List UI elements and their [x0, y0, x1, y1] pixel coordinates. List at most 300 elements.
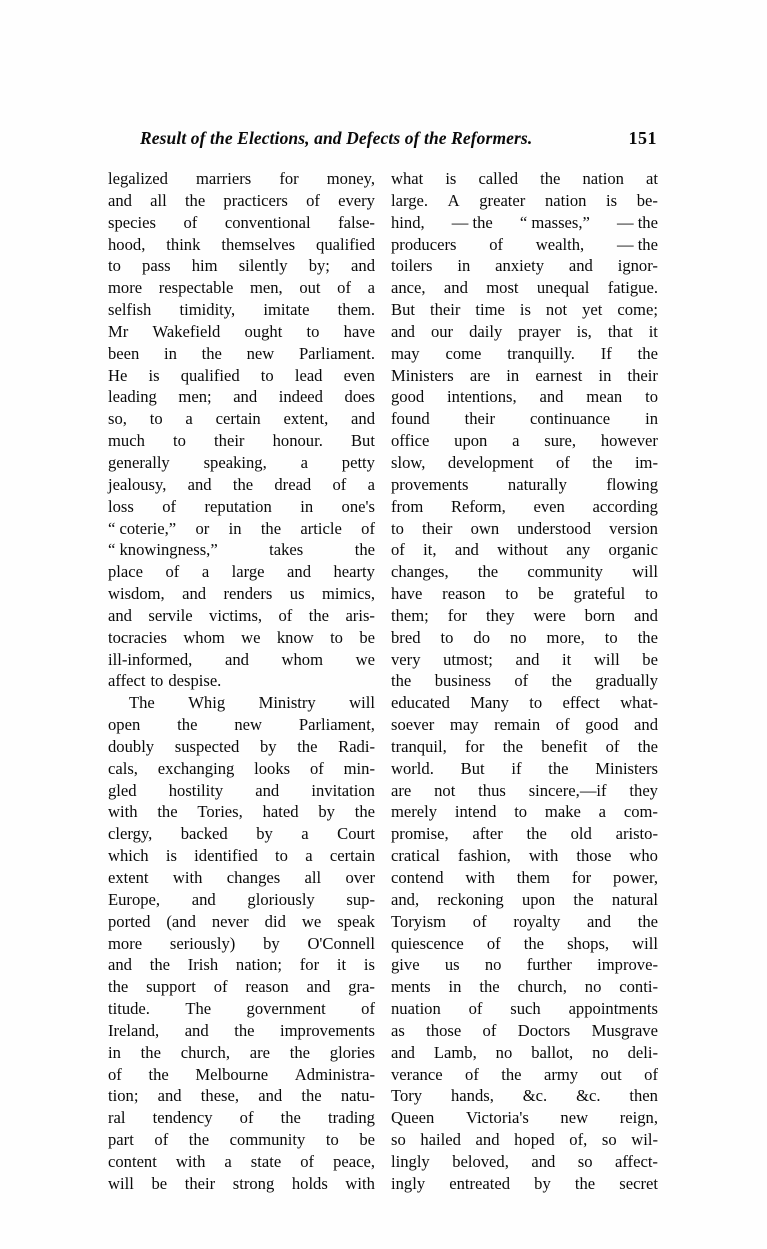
- text-word: qualified: [316, 234, 375, 254]
- page-number: 151: [628, 128, 657, 148]
- text-word: of,: [569, 1130, 588, 1150]
- text-line: [391, 1107, 658, 1129]
- text-word: leading: [108, 387, 157, 407]
- text-word: extent,: [283, 409, 329, 429]
- text-word: Musgrave: [591, 1020, 658, 1040]
- text-word: promise,: [391, 824, 449, 844]
- text-word: for: [299, 955, 320, 975]
- text-word: verance: [391, 1064, 443, 1084]
- text-word: exchanging: [157, 758, 235, 778]
- text-word: by: [263, 933, 280, 953]
- text-word: have: [391, 584, 423, 604]
- text-word: it: [648, 321, 658, 341]
- text-line: [108, 583, 375, 605]
- text-line: [391, 1042, 658, 1064]
- text-word: what: [391, 169, 424, 188]
- text-word: money,: [326, 169, 375, 188]
- text-word: community: [527, 562, 603, 582]
- text-word: a: [367, 474, 375, 494]
- text-word: He: [108, 365, 128, 385]
- text-word: the: [280, 1108, 301, 1128]
- text-word: certain: [215, 409, 261, 429]
- text-word: But: [391, 300, 415, 320]
- text-word: contend: [391, 868, 444, 887]
- text-line: [391, 758, 658, 780]
- text-word: the: [148, 1064, 169, 1084]
- text-word: of: [165, 562, 180, 582]
- text-word: be: [538, 584, 554, 604]
- text-word: out: [299, 278, 321, 298]
- text-line: [391, 1064, 658, 1086]
- text-word: be: [151, 1173, 168, 1193]
- text-word: Ministry: [258, 693, 316, 713]
- text-line: [108, 670, 375, 692]
- text-word: and,: [391, 889, 420, 909]
- text-word: aris-: [345, 605, 375, 625]
- text-word: will: [632, 933, 658, 953]
- text-word: church,: [180, 1042, 230, 1062]
- text-word: O'Connell: [307, 933, 375, 953]
- text-word: reckoning: [437, 889, 504, 909]
- text-word: conventional: [224, 212, 311, 232]
- text-word: will: [593, 649, 620, 669]
- text-word: speaking,: [203, 452, 267, 472]
- text-word: servile: [148, 605, 193, 625]
- text-word: generally: [108, 452, 170, 472]
- text-word: born: [584, 605, 616, 625]
- text-line: [108, 518, 375, 540]
- text-word: to: [260, 365, 274, 385]
- text-word: then: [629, 1086, 658, 1106]
- text-word: article: [300, 518, 342, 538]
- text-word: Ireland,: [108, 1020, 160, 1040]
- text-line: [391, 605, 658, 627]
- text-word: the: [391, 671, 412, 691]
- text-word: merely: [391, 802, 438, 822]
- text-word: and: [634, 715, 658, 735]
- text-word: benefit: [541, 736, 588, 756]
- text-word: for: [447, 605, 468, 625]
- text-word: new: [560, 1108, 589, 1128]
- text-word: their: [422, 518, 453, 538]
- text-word: Doctors: [517, 1020, 571, 1040]
- text-word: the: [551, 671, 572, 691]
- text-word: grateful: [573, 584, 626, 604]
- text-word: or: [195, 518, 210, 538]
- text-word: over: [345, 868, 375, 887]
- text-word: and: [191, 889, 216, 909]
- text-line: [108, 1020, 375, 1042]
- text-word: of: [605, 736, 620, 756]
- text-word: of: [332, 474, 347, 494]
- text-word: the: [108, 977, 129, 997]
- text-word: men,: [249, 278, 283, 298]
- text-word: the: [574, 1173, 596, 1193]
- text-line: [108, 911, 375, 933]
- text-word: nuation: [391, 999, 441, 1019]
- text-word: which: [108, 846, 149, 866]
- text-word: called: [478, 169, 519, 188]
- text-word: backed: [180, 824, 228, 844]
- text-word: Tories,: [197, 802, 243, 822]
- text-word: marriers: [195, 169, 252, 188]
- text-word: the: [201, 343, 222, 363]
- text-word: nation: [544, 190, 587, 210]
- text-word: will: [108, 1173, 134, 1193]
- text-word: the: [232, 474, 254, 494]
- text-word: — the: [616, 234, 658, 254]
- text-word: sincere,—if: [528, 780, 607, 800]
- text-word: mimics,: [321, 584, 375, 604]
- text-word: holds: [291, 1173, 328, 1193]
- text-word: their: [184, 1173, 216, 1193]
- text-line: [391, 692, 658, 714]
- text-word: know: [276, 627, 314, 647]
- text-word: have: [343, 321, 375, 341]
- text-word: do: [473, 627, 490, 647]
- text-word: and: [391, 1042, 415, 1062]
- text-word: large.: [391, 190, 429, 210]
- right-column: [391, 168, 658, 1195]
- text-word: understood: [517, 518, 591, 538]
- text-word: give: [391, 955, 420, 975]
- text-line: [391, 561, 658, 583]
- text-word: more: [108, 278, 143, 298]
- text-word: who: [629, 846, 658, 866]
- text-line: [108, 649, 375, 671]
- text-word: a: [185, 409, 193, 429]
- text-word: glories: [329, 1042, 375, 1062]
- text-word: of: [555, 715, 570, 735]
- text-word: the: [297, 736, 318, 756]
- text-word: those: [576, 846, 612, 866]
- text-line: [391, 1173, 658, 1195]
- text-word: loss: [108, 496, 134, 516]
- text-word: tendency: [152, 1108, 213, 1128]
- text-word: If: [600, 343, 612, 363]
- text-word: come;: [617, 300, 658, 320]
- text-word: honour.: [272, 431, 323, 451]
- left-column: [108, 168, 375, 1195]
- text-word: Whig: [188, 693, 226, 713]
- text-word: very: [391, 649, 421, 669]
- text-word: Reform,: [450, 496, 506, 516]
- text-line: [108, 277, 375, 299]
- text-word: suspected: [174, 736, 240, 756]
- text-line: [108, 627, 375, 649]
- text-word: however: [600, 431, 658, 451]
- text-word: hearty: [333, 562, 375, 582]
- text-word: Administra-: [294, 1064, 375, 1084]
- text-word: Ministers: [391, 365, 454, 385]
- text-word: it,: [423, 540, 437, 560]
- text-word: the: [477, 562, 499, 582]
- text-word: they: [486, 605, 515, 625]
- text-line: [391, 1085, 658, 1107]
- text-line: [108, 234, 375, 256]
- text-word: trading: [327, 1108, 375, 1128]
- text-word: community: [229, 1130, 306, 1150]
- text-word: without: [497, 540, 548, 560]
- text-word: to: [325, 1130, 339, 1150]
- text-line: [391, 845, 658, 867]
- text-word: the: [479, 977, 500, 997]
- text-word: effect: [562, 693, 600, 713]
- text-word: in: [448, 977, 462, 997]
- text-word: a: [598, 802, 607, 822]
- text-word: in: [300, 496, 314, 516]
- text-word: every: [338, 190, 375, 210]
- text-word: — the: [451, 212, 493, 232]
- text-line: [391, 234, 658, 256]
- text-word: a: [367, 278, 375, 298]
- text-line: [108, 190, 375, 212]
- text-word: and: [182, 584, 207, 604]
- text-word: changes,: [391, 562, 449, 582]
- text-word: him: [191, 256, 218, 276]
- text-word: out: [600, 1064, 622, 1084]
- text-word: aristo-: [615, 824, 658, 844]
- text-word: will: [349, 693, 375, 713]
- text-word: is: [606, 190, 618, 210]
- text-word: (and: [166, 911, 196, 931]
- text-word: and: [351, 256, 375, 276]
- text-word: royalty: [513, 911, 561, 931]
- text-word: Toryism: [391, 911, 447, 931]
- text-line: [108, 321, 375, 343]
- text-word: beloved,: [452, 1151, 509, 1171]
- text-word: more: [108, 933, 143, 953]
- text-line: [108, 1173, 375, 1195]
- text-word: and: [475, 1130, 500, 1150]
- text-word: does: [344, 387, 375, 407]
- text-word: of: [213, 977, 228, 997]
- text-word: not: [545, 300, 568, 320]
- text-word: own: [470, 518, 500, 538]
- text-word: we: [241, 627, 261, 647]
- text-word: tranquil,: [391, 736, 447, 756]
- text-word: much: [108, 431, 145, 451]
- text-word: support: [146, 977, 196, 997]
- text-word: been: [108, 343, 140, 363]
- text-word: at: [645, 169, 658, 188]
- text-line: [108, 212, 375, 234]
- text-word: world.: [391, 758, 434, 778]
- text-word: im-: [634, 452, 658, 472]
- text-line: [391, 408, 658, 430]
- text-word: open: [108, 715, 141, 735]
- text-word: speak: [337, 911, 375, 931]
- text-line: [108, 430, 375, 452]
- text-line: [391, 321, 658, 343]
- text-word: affect-: [614, 1151, 658, 1171]
- text-word: is: [165, 846, 177, 866]
- text-word: titude.: [108, 999, 150, 1019]
- text-word: gloriously: [247, 889, 315, 909]
- text-word: toilers: [391, 256, 433, 276]
- text-word: for: [279, 169, 299, 188]
- text-word: the: [301, 1086, 322, 1106]
- text-line: [108, 714, 375, 736]
- text-line: [391, 801, 658, 823]
- text-word: any: [566, 540, 591, 560]
- text-word: of: [468, 999, 483, 1019]
- text-word: “ coterie,”: [108, 518, 177, 538]
- text-word: is: [445, 169, 457, 188]
- text-line: [108, 736, 375, 758]
- text-line: [108, 801, 375, 823]
- text-word: new: [234, 715, 263, 735]
- text-word: their: [464, 409, 496, 429]
- text-line: [108, 408, 375, 430]
- text-word: improve-: [597, 955, 658, 975]
- text-word: natural: [611, 889, 658, 909]
- text-word: the: [637, 911, 658, 931]
- text-word: provements: [391, 474, 469, 494]
- text-word: and: [258, 1086, 283, 1106]
- text-word: hated: [262, 802, 299, 822]
- text-word: deli-: [627, 1042, 658, 1062]
- text-word: government: [246, 999, 326, 1019]
- text-word: the: [140, 1042, 161, 1062]
- text-word: mean: [586, 387, 623, 407]
- text-word: as: [391, 1020, 405, 1040]
- text-word: come: [445, 343, 482, 363]
- text-word: indeed: [278, 387, 323, 407]
- text-word: of: [482, 1020, 497, 1040]
- text-word: and: [184, 1020, 209, 1040]
- text-word: of: [309, 758, 324, 778]
- text-word: ballot,: [531, 1042, 574, 1062]
- text-word: with: [345, 1173, 375, 1193]
- text-word: the: [184, 190, 206, 210]
- text-word: think: [166, 234, 201, 254]
- text-word: in: [506, 365, 520, 385]
- text-word: time: [475, 300, 505, 320]
- text-word: the: [234, 1020, 255, 1040]
- text-word: shops,: [567, 933, 610, 953]
- text-word: Parliament.: [298, 343, 375, 363]
- text-word: and: [224, 649, 249, 669]
- text-word: Victoria's: [465, 1108, 529, 1128]
- text-word: so: [601, 1130, 617, 1150]
- text-word: Melbourne: [195, 1064, 269, 1084]
- text-word: ported: [108, 911, 151, 931]
- text-word: them.: [337, 300, 375, 320]
- text-word: with: [465, 868, 495, 887]
- text-line: [108, 1064, 375, 1086]
- text-word: not: [434, 780, 456, 800]
- text-word: dread: [274, 474, 312, 494]
- text-word: in: [645, 409, 658, 429]
- text-word: business: [434, 671, 491, 691]
- text-word: we: [355, 649, 375, 669]
- text-line: [108, 496, 375, 518]
- text-word: strong: [232, 1173, 275, 1193]
- text-word: be: [359, 627, 375, 647]
- text-word: their: [627, 365, 658, 385]
- text-word: reign,: [619, 1108, 658, 1128]
- text-line: [108, 452, 375, 474]
- text-word: quiescence: [391, 933, 464, 953]
- text-line: [391, 649, 658, 671]
- text-word: peace,: [333, 1151, 375, 1171]
- text-word: to: [440, 627, 454, 647]
- text-word: ance,: [391, 278, 426, 298]
- text-word: to: [514, 802, 528, 822]
- text-word: to: [529, 693, 543, 713]
- text-line: [108, 845, 375, 867]
- text-word: certain: [329, 846, 375, 866]
- text-word: make: [544, 802, 581, 822]
- text-word: of: [514, 671, 529, 691]
- text-word: timidity,: [179, 300, 236, 320]
- text-word: content: [108, 1151, 157, 1171]
- text-word: and: [108, 605, 132, 625]
- text-word: petty: [341, 452, 375, 472]
- text-line: [391, 780, 658, 802]
- text-word: min-: [343, 758, 375, 778]
- running-head-title: Result of the Elections, and Defects of the Reformers.: [140, 128, 533, 148]
- text-line: [108, 954, 375, 976]
- text-word: a: [305, 846, 313, 866]
- text-word: tranquilly.: [507, 343, 575, 363]
- text-word: men;: [178, 387, 212, 407]
- text-word: and: [287, 562, 311, 582]
- text-word: slow,: [391, 452, 426, 472]
- text-word: hind,: [391, 212, 425, 232]
- text-word: wisdom,: [108, 584, 165, 604]
- text-word: a: [300, 452, 308, 472]
- text-word: from: [391, 496, 424, 516]
- text-word: “ knowingness,”: [108, 540, 218, 560]
- text-line: [108, 365, 375, 387]
- text-word: lingly: [391, 1151, 430, 1171]
- text-word: so,: [108, 409, 127, 429]
- text-word: to: [108, 256, 121, 276]
- text-word: of: [644, 1064, 658, 1084]
- text-word: are: [469, 365, 491, 385]
- text-word: in: [457, 256, 471, 276]
- text-word: improvements: [280, 1020, 375, 1040]
- text-word: reason: [442, 584, 486, 604]
- text-word: producers: [391, 234, 457, 254]
- text-word: of: [486, 933, 501, 953]
- text-word: looks: [254, 758, 291, 778]
- text-word: with: [528, 846, 559, 866]
- text-word: and: [351, 409, 375, 429]
- text-word: and: [587, 911, 611, 931]
- text-word: of: [300, 1151, 315, 1171]
- text-line: [108, 998, 375, 1020]
- text-word: tion;: [108, 1086, 139, 1106]
- text-line: [391, 933, 658, 955]
- text-word: to: [330, 627, 343, 647]
- text-line: [391, 212, 658, 234]
- text-word: to: [306, 321, 320, 341]
- text-word: new: [246, 343, 275, 363]
- text-word: fashion,: [457, 846, 511, 866]
- text-word: by: [534, 1173, 551, 1193]
- text-word: the: [637, 343, 658, 363]
- text-line: [391, 430, 658, 452]
- text-word: in: [598, 365, 612, 385]
- text-word: upon: [454, 431, 488, 451]
- text-word: those: [426, 1020, 462, 1040]
- text-line: [391, 889, 658, 911]
- text-word: The: [185, 999, 212, 1019]
- text-word: the: [637, 627, 658, 647]
